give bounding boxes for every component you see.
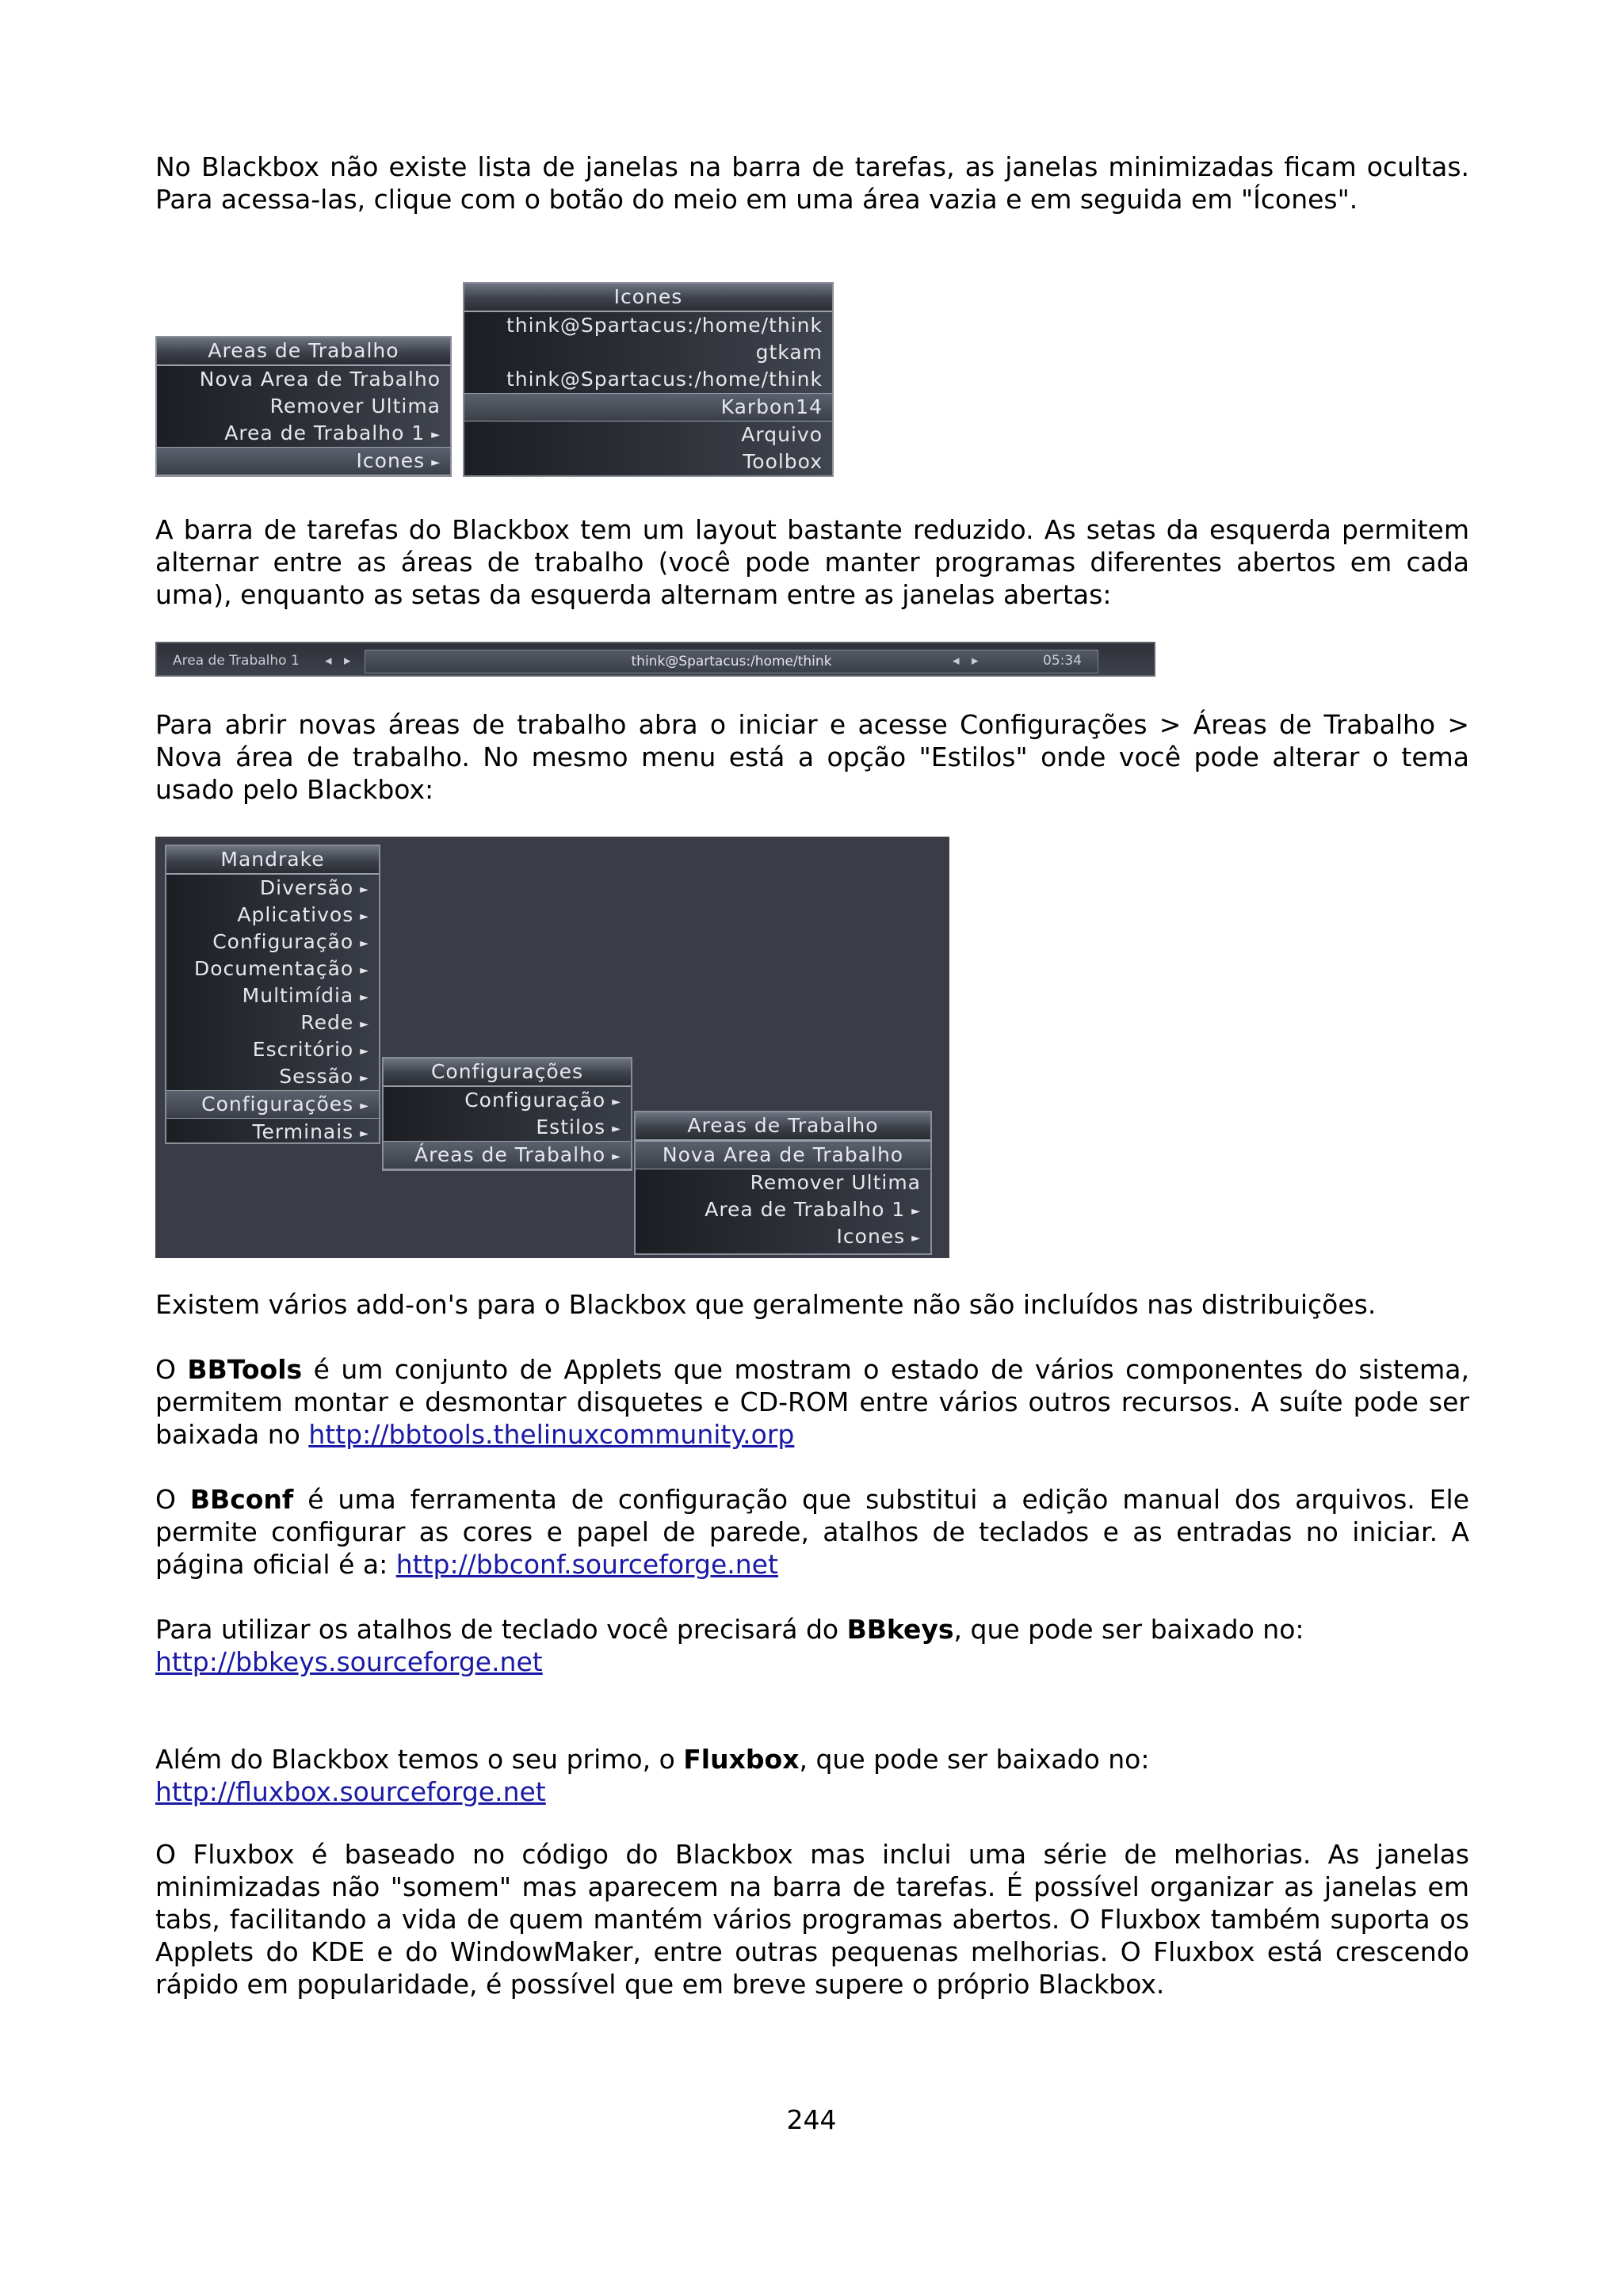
submenu-arrow-icon: ► [360,1127,369,1140]
menu-item-label: Configuração [464,1089,606,1112]
menu-item-new-workspace-sub[interactable]: Nova Area de Trabalho [636,1141,930,1169]
menu-item-label: Multimídia [242,984,354,1007]
menu-item-icons-sub[interactable] [636,1223,930,1250]
configuracoes-menu [382,1057,632,1171]
submenu-arrow-icon: ► [612,1150,621,1163]
menu-item-multimidia[interactable] [166,982,379,1009]
clock: 05:34 [1043,653,1082,669]
paragraph-new-workspaces: Para abrir novas áreas de trabalho abra o iniciar e acesse Configurações > Áreas de Trabalho > Nova área de trabalho. No mesmo menu está a opção "Estilos" onde você pode alterar o tema usado pelo Blackbox: [155,709,1469,805]
window-label[interactable] [365,650,1098,673]
menu-item-areas-de-trabalho[interactable] [384,1141,631,1169]
text: O [155,1484,190,1515]
submenu-arrow-icon: ► [360,1018,369,1031]
menu-item-workspace-1-sub[interactable] [636,1196,930,1223]
text: , que pode ser baixado no: [953,1614,1304,1645]
menu-item-estilos[interactable] [384,1114,631,1141]
menu-item-aplicativos[interactable] [166,902,379,929]
icons-menu-title: Icones [464,284,832,312]
menu-item-label: Icones [836,1225,906,1248]
menu-item-configuracao[interactable] [166,929,379,955]
bbtools-link[interactable]: http://bbtools.thelinuxcommunity.orp [308,1419,795,1450]
paragraph-bbtools [155,1353,1469,1451]
bbconf-link[interactable]: http://bbconf.sourceforge.net [395,1549,778,1580]
submenu-arrow-icon: ► [431,456,441,469]
paragraph-bbconf [155,1483,1469,1581]
submenu-arrow-icon: ► [360,910,369,923]
workspace-next-arrow-icon[interactable]: ▸ [344,653,351,669]
menu-item-remove-last[interactable]: Remover Ultima [269,395,441,418]
bbconf-name: BBconf [189,1484,294,1515]
figure-taskbar [155,642,1155,677]
submenu-arrow-icon: ► [911,1232,921,1245]
icon-entry-karbon14[interactable]: Karbon14 [464,393,832,421]
menu-item-label: Configuração [212,930,354,953]
menu-item-new-workspace[interactable]: Nova Area de Trabalho [199,368,441,391]
mandrake-menu-title: Mandrake [166,846,379,875]
menu-item-label: Estilos [536,1116,606,1138]
submenu-arrow-icon: ► [360,937,369,950]
text: é um conjunto de Applets que mostram o estado de vários componentes do sistema, permitem montar e desmontar disquetes e CD-ROM entre vários outros recursos. A suíte pode ser baixada no [155,1354,1469,1450]
submenu-arrow-icon: ► [911,1205,921,1218]
submenu-arrow-icon: ► [360,964,369,977]
window-next-arrow-icon[interactable]: ▸ [972,653,979,669]
workspaces-menu [155,336,452,477]
submenu-arrow-icon: ► [612,1123,621,1135]
paragraph-taskbar: A barra de tarefas do Blackbox tem um layout bastante reduzido. As setas da esquerda permitem alternar entre as áreas de trabalho (você pode manter programas diferentes abertos em cada uma), enquanto as setas da esquerda alternam entre as janelas abertas: [155,514,1469,610]
menu-item-rede[interactable] [166,1009,379,1036]
menu-item-escritorio[interactable] [166,1036,379,1063]
submenu-arrow-icon: ► [360,991,369,1004]
configuracoes-menu-title: Configurações [384,1058,631,1087]
paragraph-addons: Existem vários add-on's para o Blackbox que geralmente não são incluídos nas distribuições. [155,1289,1377,1320]
bbtools-name: BBTools [187,1354,303,1385]
menu-item-label: Documentação [194,957,354,980]
menu-item-terminais[interactable] [166,1119,379,1146]
text: Para utilizar os atalhos de teclado você precisará do [155,1614,847,1645]
menu-item-label: Escritório [252,1038,354,1061]
menu-item-label: Rede [300,1011,354,1034]
menu-item-label: Configurações [201,1093,354,1116]
workspaces-submenu-title: Areas de Trabalho [636,1112,930,1141]
menu-item-diversao[interactable] [166,875,379,902]
menu-item-label: Sessão [279,1065,354,1088]
icon-entry-toolbox[interactable]: Toolbox [743,450,823,473]
icon-entry-gtkam[interactable]: gtkam [755,341,823,364]
menu-item-icons[interactable] [157,447,450,475]
menu-item-workspace-1[interactable] [157,420,450,447]
figure-cascading-menus [155,837,949,1258]
text: O [155,1354,188,1385]
menu-item-remove-last-sub[interactable]: Remover Ultima [750,1171,921,1194]
submenu-arrow-icon: ► [431,429,441,441]
paragraph-intro: No Blackbox não existe lista de janelas na barra de tarefas, as janelas minimizadas ficam ocultas. Para acessa-las, clique com o botão do meio em uma área vazia e em seguida em "Ícones". [155,151,1469,215]
workspace-label: Area de Trabalho 1 [173,653,300,669]
icons-menu [463,282,834,477]
workspace-prev-arrow-icon[interactable]: ◂ [325,653,332,669]
menu-item-configuracao-sub[interactable] [384,1087,631,1114]
menu-item-label: Áreas de Trabalho [414,1143,606,1166]
submenu-arrow-icon: ► [360,1100,369,1112]
menu-item-configuracoes[interactable] [166,1090,379,1119]
menu-item-documentacao[interactable] [166,955,379,982]
menu-item-label: Diversão [259,876,354,899]
figure-workspaces-icons-menus [155,282,837,480]
icon-entry-terminal-2[interactable]: think@Spartacus:/home/think [506,368,823,391]
text: Além do Blackbox temos o seu primo, o [155,1744,684,1775]
window-title: think@Spartacus:/home/think [631,654,832,669]
workspaces-menu-title: Areas de Trabalho [157,338,450,366]
text: , que pode ser baixado no: [799,1744,1150,1775]
submenu-arrow-icon: ► [360,1045,369,1058]
fluxbox-name: Fluxbox [683,1744,800,1775]
submenu-arrow-icon: ► [360,1072,369,1085]
bbkeys-link[interactable]: http://bbkeys.sourceforge.net [155,1646,543,1677]
window-prev-arrow-icon[interactable]: ◂ [953,653,960,669]
bbkeys-name: BBkeys [846,1614,954,1645]
menu-item-label: Terminais [252,1120,354,1143]
paragraph-fluxbox [155,1743,1469,1808]
icon-entry-terminal-1[interactable]: think@Spartacus:/home/think [506,314,823,337]
menu-item-label: Icones [356,449,426,472]
mandrake-menu [165,845,380,1144]
menu-item-sessao[interactable] [166,1063,379,1090]
submenu-arrow-icon: ► [360,883,369,896]
workspaces-submenu [634,1111,932,1255]
menu-item-label: Area de Trabalho 1 [705,1198,906,1221]
submenu-arrow-icon: ► [612,1096,621,1108]
text: é uma ferramenta de configuração que substitui a edição manual dos arquivos. Ele permite configurar as cores e papel de parede, atalhos de teclados e as entradas no iniciar. A página oficial é a: [155,1484,1469,1580]
icon-entry-arquivo[interactable]: Arquivo [741,423,823,446]
fluxbox-link[interactable]: http://fluxbox.sourceforge.net [155,1776,546,1807]
page-number: 244 [786,2104,837,2135]
paragraph-fluxbox-details: O Fluxbox é baseado no código do Blackbox mas inclui uma série de melhorias. As janelas minimizadas não "somem" mas aparecem na barra de tarefas. É possível organizar as janelas em tabs, facilitando a vida de quem mantém vários programas abertos. O Fluxbox também suporta os Applets do KDE e do WindowMaker, entre outras pequenas melhorias. O Fluxbox está crescendo rápido em popularidade, é possível que em breve supere o próprio Blackbox. [155,1839,1469,2000]
menu-item-label: Area de Trabalho 1 [224,421,426,444]
menu-item-label: Aplicativos [237,903,354,926]
paragraph-bbkeys [155,1613,1469,1678]
